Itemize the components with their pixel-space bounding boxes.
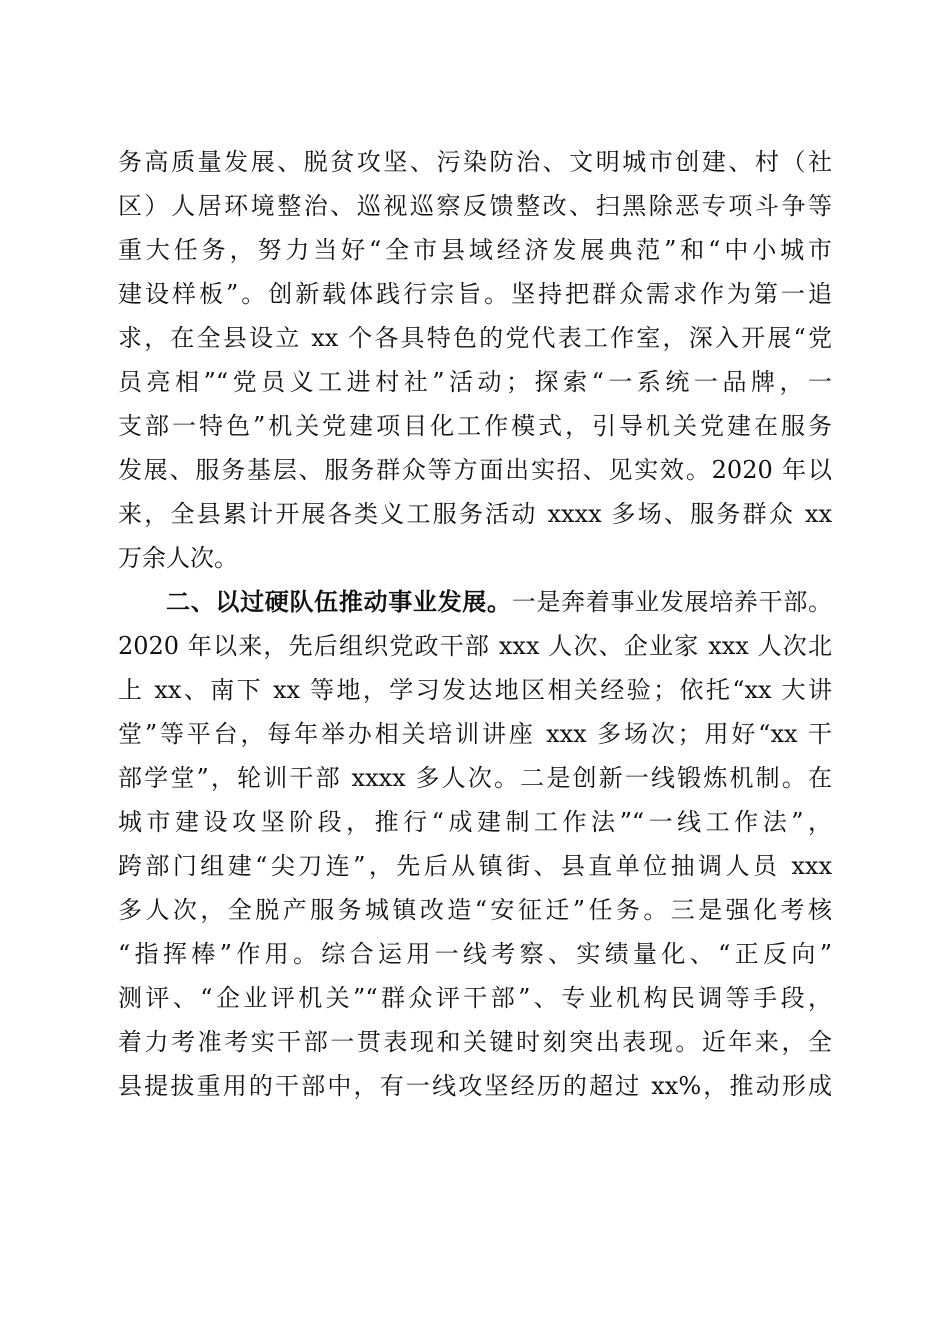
text-line: 区）人居环境整治、巡视巡察反馈整改、扫黑除恶专项斗争等 [118, 192, 832, 220]
text-line: “指挥棒”作用。综合运用一线考察、实绩量化、“正反向” [118, 940, 832, 968]
text-line: 员亮相”“党员义工进村社”活动；探索“一系统一品牌，一 [118, 368, 832, 396]
text-line: 重大任务，努力当好“全市县域经济发展典范”和“中小城市 [118, 236, 832, 264]
text-line: 务高质量发展、脱贫攻坚、污染防治、文明城市创建、村（社 [118, 148, 832, 176]
text-line: 跨部门组建“尖刀连”，先后从镇街、县直单位抽调人员 xxx [118, 852, 832, 880]
text-line: 上 xx、南下 xx 等地，学习发达地区相关经验；依托“xx 大讲 [118, 676, 832, 704]
text-line: 支部一特色”机关党建项目化工作模式，引导机关党建在服务 [118, 412, 832, 440]
section-heading: 二、以过硬队伍推动事业发展。 [166, 588, 512, 616]
text-line: 来，全县累计开展各类义工服务活动 xxxx 多场、服务群众 xx [118, 500, 832, 528]
text-line: 部学堂”，轮训干部 xxxx 多人次。二是创新一线锻炼机制。在 [118, 764, 832, 792]
heading-line-text: 一是奔着事业发展培养干部。 [511, 588, 833, 616]
text-line: 测评、“企业评机关”“群众评干部”、专业机构民调等手段， [118, 984, 832, 1012]
text-line: 2020 年以来，先后组织党政干部 xxx 人次、企业家 xxx 人次北 [118, 632, 832, 660]
text-line: 堂”等平台，每年举办相关培训讲座 xxx 多场次；用好“xx 干 [118, 720, 832, 748]
section-heading-line [166, 580, 832, 624]
text-line: 发展、服务基层、服务群众等方面出实招、见实效。2020 年以 [118, 456, 832, 484]
text-line: 县提拔重用的干部中，有一线攻坚经历的超过 xx%，推动形成 [118, 1072, 832, 1100]
text-line: 多人次，全脱产服务城镇改造“安征迁”任务。三是强化考核 [118, 896, 832, 924]
text-line: 万余人次。 [118, 544, 238, 572]
text-line: 着力考准考实干部一贯表现和关键时刻突出表现。近年来，全 [118, 1028, 832, 1056]
text-line: 城市建设攻坚阶段，推行“成建制工作法”“一线工作法”， [118, 808, 832, 836]
text-line: 求，在全县设立 xx 个各具特色的党代表工作室，深入开展“党 [118, 324, 832, 352]
text-line: 建设样板”。创新载体践行宗旨。坚持把群众需求作为第一追 [118, 280, 832, 308]
